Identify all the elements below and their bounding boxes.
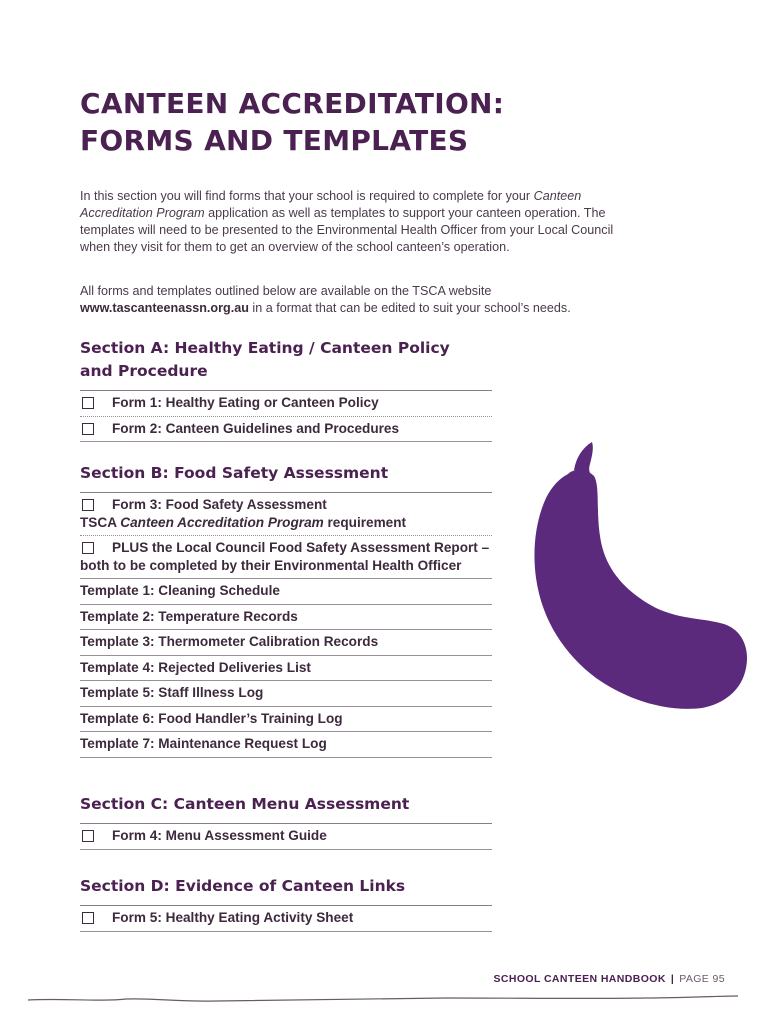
website-paragraph bbox=[80, 283, 640, 317]
eggplant-illustration bbox=[530, 440, 752, 714]
template-item: Template 3: Thermometer Calibration Records bbox=[80, 630, 492, 656]
footer-divider bbox=[26, 990, 740, 1010]
intro-text: In this section you will find forms that your school is required to complete for your bbox=[80, 189, 531, 203]
checkbox-icon[interactable] bbox=[82, 397, 94, 409]
intro-text: application as well as templates to support your canteen operation. The templates will need to be presented to the Environmental Health Officer from your Local Council when they visit for them to get an overview of the school canteen’s operation. bbox=[80, 206, 614, 254]
list-item: Form 5: Healthy Eating Activity Sheet bbox=[80, 906, 492, 932]
checkbox-icon[interactable] bbox=[82, 830, 94, 842]
checkbox-icon[interactable] bbox=[82, 542, 94, 554]
template-item: Template 5: Staff Illness Log bbox=[80, 681, 492, 707]
title-line-2: FORMS AND TEMPLATES bbox=[80, 124, 469, 157]
list-item: Form 4: Menu Assessment Guide bbox=[80, 824, 492, 850]
page-title bbox=[80, 85, 600, 159]
section-b-heading: Section B: Food Safety Assessment bbox=[80, 464, 389, 482]
section-d bbox=[80, 875, 492, 932]
template-item: Template 4: Rejected Deliveries List bbox=[80, 656, 492, 682]
checkbox-icon[interactable] bbox=[82, 499, 94, 511]
footer-line bbox=[28, 996, 738, 1001]
section-c bbox=[80, 793, 492, 850]
template-item: Template 1: Cleaning Schedule bbox=[80, 579, 492, 605]
section-a-heading: Section A: Healthy Eating / Canteen Policy and Procedure bbox=[80, 339, 450, 380]
section-b-list bbox=[80, 492, 492, 758]
website-text: in a format that can be edited to suit your school’s needs. bbox=[252, 301, 571, 315]
section-b bbox=[80, 462, 492, 758]
list-item: Form 1: Healthy Eating or Canteen Policy bbox=[80, 391, 492, 417]
section-c-heading: Section C: Canteen Menu Assessment bbox=[80, 795, 410, 813]
section-a-list bbox=[80, 390, 492, 442]
checkbox-icon[interactable] bbox=[82, 912, 94, 924]
website-link[interactable]: www.tascanteenassn.org.au bbox=[80, 301, 249, 315]
page-number: PAGE 95 bbox=[679, 973, 725, 985]
intro-paragraph bbox=[80, 188, 640, 256]
program-name: Canteen Accreditation Program bbox=[80, 189, 582, 220]
section-c-list bbox=[80, 823, 492, 850]
section-a bbox=[80, 337, 492, 442]
page-footer bbox=[494, 973, 726, 985]
title-line-1: CANTEEN ACCREDITATION: bbox=[80, 87, 505, 120]
checkbox-icon[interactable] bbox=[82, 423, 94, 435]
footer-separator: | bbox=[670, 973, 675, 985]
section-d-list bbox=[80, 905, 492, 932]
website-text: All forms and templates outlined below are available on the TSCA website bbox=[80, 284, 492, 298]
template-item: Template 2: Temperature Records bbox=[80, 605, 492, 631]
section-d-heading: Section D: Evidence of Canteen Links bbox=[80, 877, 406, 895]
list-item: Form 2: Canteen Guidelines and Procedures bbox=[80, 417, 492, 443]
template-item: Template 7: Maintenance Request Log bbox=[80, 732, 492, 758]
list-item: Form 3: Food Safety Assessment TSCA Canteen Accreditation Program requirement bbox=[80, 493, 492, 536]
handbook-title: SCHOOL CANTEEN HANDBOOK bbox=[493, 973, 666, 985]
template-item: Template 6: Food Handler’s Training Log bbox=[80, 707, 492, 733]
list-item: PLUS the Local Council Food Safety Assessment Report – both to be completed by their Environmental Health Officer bbox=[80, 536, 492, 579]
eggplant-body bbox=[534, 470, 747, 709]
